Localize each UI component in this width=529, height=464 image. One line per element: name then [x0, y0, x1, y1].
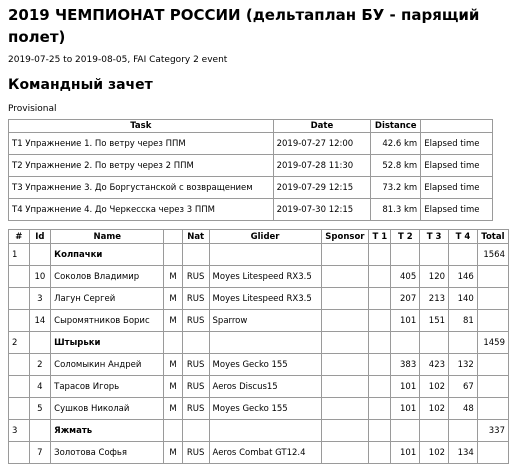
pilot-row: [9, 266, 509, 288]
total-cell: 1564: [477, 244, 508, 266]
task-date-cell: 2019-07-30 12:15: [273, 199, 371, 221]
sponsor-cell: [321, 354, 369, 376]
name-cell: Золотова Софья: [51, 442, 164, 464]
id-cell: [29, 244, 51, 266]
header-total: Total: [477, 230, 508, 244]
id-cell: 10: [29, 266, 51, 288]
t1-cell: [369, 376, 391, 398]
glider-cell: Aeros Combat GT12.4: [209, 442, 321, 464]
task-row: [9, 199, 493, 221]
total-cell: [477, 310, 508, 332]
event-dates: 2019-07-25 to 2019-08-05, FAI Category 2 event: [8, 55, 228, 65]
name-cell: Тарасов Игорь: [51, 376, 164, 398]
name-cell: Соломыкин Андрей: [51, 354, 164, 376]
name-cell: Лагун Сергей: [51, 288, 164, 310]
name-cell: Сыромятников Борис: [51, 310, 164, 332]
t1-cell: [369, 288, 391, 310]
rank-cell: 1: [9, 244, 30, 266]
task-type-cell: Elapsed time: [421, 199, 493, 221]
nat-cell: RUS: [182, 376, 209, 398]
id-cell: [29, 420, 51, 442]
task-row: [9, 155, 493, 177]
glider-cell: Aeros Discus15: [209, 376, 321, 398]
glider-cell: Moyes Litespeed RX3.5: [209, 288, 321, 310]
total-cell: [477, 376, 508, 398]
t1-cell: [369, 266, 391, 288]
task-row: [9, 133, 493, 155]
t2-cell: 101: [391, 442, 420, 464]
rank-cell: [9, 354, 30, 376]
total-cell: [477, 398, 508, 420]
sponsor-cell: [321, 420, 369, 442]
header-gender: [164, 230, 183, 244]
t3-cell: 102: [420, 442, 449, 464]
t1-cell: [369, 332, 391, 354]
t2-cell: 405: [391, 266, 420, 288]
nat-cell: RUS: [182, 288, 209, 310]
t3-cell: 120: [420, 266, 449, 288]
task-name-cell: T3 Упражнение 3. До Боргустанской с возвращением: [9, 177, 274, 199]
header-t3: T 3: [420, 230, 449, 244]
t4-cell: 132: [449, 354, 478, 376]
tasks-body: [9, 133, 493, 221]
glider-cell: [209, 420, 321, 442]
nat-cell: RUS: [182, 266, 209, 288]
t4-cell: 81: [449, 310, 478, 332]
rank-cell: [9, 266, 30, 288]
task-distance-cell: 81.3 km: [371, 199, 421, 221]
glider-cell: Moyes Gecko 155: [209, 398, 321, 420]
sponsor-cell: [321, 442, 369, 464]
rank-cell: [9, 288, 30, 310]
pilot-row: [9, 288, 509, 310]
rank-cell: [9, 442, 30, 464]
task-row: [9, 177, 493, 199]
t2-cell: 101: [391, 310, 420, 332]
t2-cell: 101: [391, 398, 420, 420]
glider-cell: [209, 244, 321, 266]
id-cell: 5: [29, 398, 51, 420]
task-type-cell: Elapsed time: [421, 177, 493, 199]
gender-cell: M: [164, 398, 183, 420]
t1-cell: [369, 244, 391, 266]
results-header-row: [9, 230, 509, 244]
total-cell: [477, 354, 508, 376]
task-distance-cell: 52.8 km: [371, 155, 421, 177]
task-type-cell: Elapsed time: [421, 155, 493, 177]
rank-cell: [9, 310, 30, 332]
tasks-header-date: Date: [273, 120, 371, 133]
t1-cell: [369, 442, 391, 464]
tasks-header-row: [9, 120, 493, 133]
team-name-cell: Колпачки: [51, 244, 164, 266]
gender-cell: M: [164, 354, 183, 376]
header-rank: #: [9, 230, 30, 244]
t1-cell: [369, 398, 391, 420]
header-t2: T 2: [391, 230, 420, 244]
section-title: Командный зачет: [8, 77, 153, 93]
glider-cell: Sparrow: [209, 310, 321, 332]
header-t1: T 1: [369, 230, 391, 244]
tasks-header-task: Task: [9, 120, 274, 133]
t4-cell: [449, 420, 478, 442]
header-name: Name: [51, 230, 164, 244]
status-label: Provisional: [8, 104, 57, 114]
rank-cell: [9, 376, 30, 398]
total-cell: [477, 442, 508, 464]
header-nat: Nat: [182, 230, 209, 244]
nat-cell: [182, 332, 209, 354]
gender-cell: [164, 244, 183, 266]
task-name-cell: T4 Упражнение 4. До Черкесска через 3 ППМ: [9, 199, 274, 221]
gender-cell: M: [164, 310, 183, 332]
id-cell: 7: [29, 442, 51, 464]
pilot-row: [9, 376, 509, 398]
t4-cell: 67: [449, 376, 478, 398]
pilot-row: [9, 398, 509, 420]
task-date-cell: 2019-07-27 12:00: [273, 133, 371, 155]
sponsor-cell: [321, 398, 369, 420]
t4-cell: 140: [449, 288, 478, 310]
t2-cell: 383: [391, 354, 420, 376]
team-row: [9, 332, 509, 354]
glider-cell: [209, 332, 321, 354]
sponsor-cell: [321, 288, 369, 310]
t3-cell: 151: [420, 310, 449, 332]
t3-cell: 102: [420, 376, 449, 398]
task-type-cell: Elapsed time: [421, 133, 493, 155]
results-table: [8, 229, 509, 464]
gender-cell: [164, 420, 183, 442]
id-cell: 14: [29, 310, 51, 332]
gender-cell: [164, 332, 183, 354]
id-cell: 3: [29, 288, 51, 310]
pilot-row: [9, 442, 509, 464]
team-row: [9, 420, 509, 442]
t1-cell: [369, 354, 391, 376]
task-distance-cell: 73.2 km: [371, 177, 421, 199]
t3-cell: 102: [420, 398, 449, 420]
header-glider: Glider: [209, 230, 321, 244]
t2-cell: [391, 244, 420, 266]
results-body: [9, 244, 509, 464]
t4-cell: [449, 332, 478, 354]
task-name-cell: T2 Упражнение 2. По ветру через 2 ППМ: [9, 155, 274, 177]
nat-cell: RUS: [182, 354, 209, 376]
sponsor-cell: [321, 332, 369, 354]
t4-cell: [449, 244, 478, 266]
total-cell: 1459: [477, 332, 508, 354]
t3-cell: [420, 244, 449, 266]
t4-cell: 134: [449, 442, 478, 464]
sponsor-cell: [321, 376, 369, 398]
header-sponsor: Sponsor: [321, 230, 369, 244]
pilot-row: [9, 310, 509, 332]
total-cell: [477, 288, 508, 310]
sponsor-cell: [321, 244, 369, 266]
header-t4: T 4: [449, 230, 478, 244]
total-cell: [477, 266, 508, 288]
nat-cell: [182, 244, 209, 266]
t4-cell: 146: [449, 266, 478, 288]
t3-cell: 213: [420, 288, 449, 310]
header-id: Id: [29, 230, 51, 244]
task-name-cell: T1 Упражнение 1. По ветру через ППМ: [9, 133, 274, 155]
page-title: 2019 ЧЕМПИОНАТ РОССИИ (дельтаплан БУ - парящий полет): [8, 6, 480, 46]
nat-cell: [182, 420, 209, 442]
sponsor-cell: [321, 266, 369, 288]
t3-cell: [420, 420, 449, 442]
t2-cell: [391, 420, 420, 442]
team-row: [9, 244, 509, 266]
task-date-cell: 2019-07-28 11:30: [273, 155, 371, 177]
team-name-cell: Яжмать: [51, 420, 164, 442]
gender-cell: M: [164, 376, 183, 398]
t2-cell: [391, 332, 420, 354]
pilot-row: [9, 354, 509, 376]
id-cell: [29, 332, 51, 354]
tasks-header-distance: Distance: [371, 120, 421, 133]
sponsor-cell: [321, 310, 369, 332]
total-cell: 337: [477, 420, 508, 442]
name-cell: Сушков Николай: [51, 398, 164, 420]
nat-cell: RUS: [182, 442, 209, 464]
tasks-table: [8, 119, 493, 221]
rank-cell: 2: [9, 332, 30, 354]
glider-cell: Moyes Litespeed RX3.5: [209, 266, 321, 288]
t3-cell: 423: [420, 354, 449, 376]
nat-cell: RUS: [182, 310, 209, 332]
nat-cell: RUS: [182, 398, 209, 420]
rank-cell: 3: [9, 420, 30, 442]
t2-cell: 101: [391, 376, 420, 398]
team-name-cell: Штырьки: [51, 332, 164, 354]
rank-cell: [9, 398, 30, 420]
task-date-cell: 2019-07-29 12:15: [273, 177, 371, 199]
t2-cell: 207: [391, 288, 420, 310]
t1-cell: [369, 310, 391, 332]
t4-cell: 48: [449, 398, 478, 420]
id-cell: 2: [29, 354, 51, 376]
gender-cell: M: [164, 266, 183, 288]
tasks-header-type: [421, 120, 493, 133]
id-cell: 4: [29, 376, 51, 398]
t1-cell: [369, 420, 391, 442]
task-distance-cell: 42.6 km: [371, 133, 421, 155]
name-cell: Соколов Владимир: [51, 266, 164, 288]
gender-cell: M: [164, 288, 183, 310]
t3-cell: [420, 332, 449, 354]
gender-cell: M: [164, 442, 183, 464]
glider-cell: Moyes Gecko 155: [209, 354, 321, 376]
